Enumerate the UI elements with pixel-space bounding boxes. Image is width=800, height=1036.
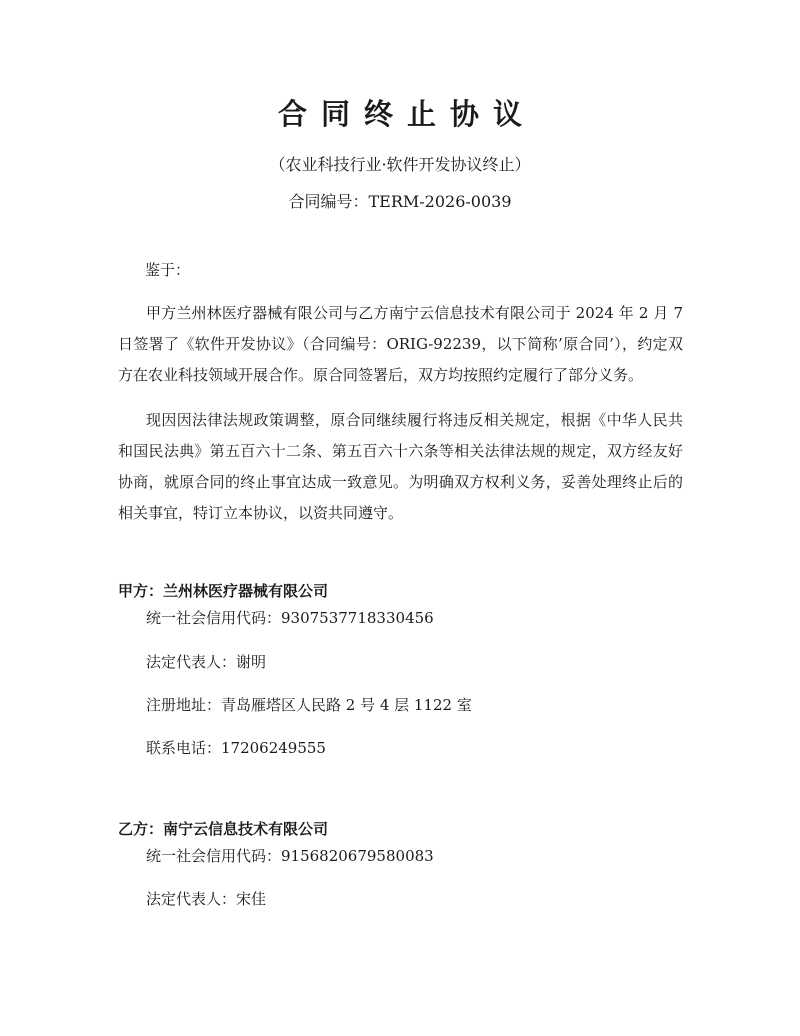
- contract-number: 合同编号：TERM-2026-0039: [288, 192, 512, 211]
- party-a-credit-code: 统一社会信用代码：9307537718330456: [146, 609, 434, 627]
- document-subtitle: （农业科技行业·软件开发协议终止）: [269, 155, 531, 174]
- party-b-heading: 乙方：南宁云信息技术有限公司: [118, 820, 329, 838]
- recital-paragraph-1: 甲方兰州林医疗器械有限公司与乙方南宁云信息技术有限公司于 2024 年 2 月 7 日签署了《软件开发协议》（合同编号：ORIG-92239，以下简称’原合同’），约定双方在农业科技领域开展合作。原合同签署后，双方均按照约定履行了部分义务。: [118, 304, 683, 384]
- party-a-address: 注册地址：青岛雁塔区人民路 2 号 4 层 1122 室: [146, 696, 472, 714]
- recital-paragraph-2: 现因因法律法规政策调整，原合同继续履行将违反相关规定，根据《中华人民共和国民法典》第五百六十二条、第五百六十六条等相关法律法规的规定，双方经友好协商，就原合同的终止事宜达成一致意见。为明确双方权利义务，妥善处理终止后的相关事宜，特订立本协议，以资共同遵守。: [118, 411, 683, 522]
- whereas-label: 鉴于：: [145, 261, 191, 279]
- party-b-credit-code: 统一社会信用代码：9156820679580083: [146, 847, 434, 865]
- party-a-heading: 甲方：兰州林医疗器械有限公司: [118, 582, 329, 600]
- party-a-phone: 联系电话：17206249555: [146, 739, 326, 757]
- party-b-legal-representative: 法定代表人：宋佳: [146, 890, 267, 908]
- document-title: 合同终止协议: [277, 97, 536, 131]
- party-a-legal-representative: 法定代表人：谢明: [146, 653, 267, 671]
